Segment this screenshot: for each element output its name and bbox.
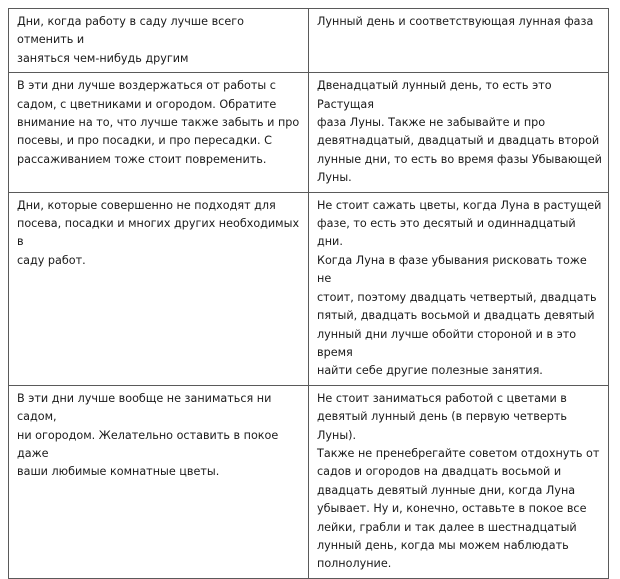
table-row [9, 73, 609, 192]
lunar-phase-text: Не стоит сажать цветы, когда Луна в растущей фазе, то есть это десятый и одиннадцатый дни. Когда Луна в фазе убывания рисковать тоже не стоит, поэтому двадцать четвертый, двадцать пятый, двадцать восьмой и двадцать девятый лунный дни лучше обойти стороной и в это время найти себе другие полезные занятия. [317, 198, 602, 378]
table-cell-recommendation [9, 192, 309, 385]
table-cell-recommendation [9, 385, 309, 578]
recommendation-text: В эти дни лучше воздержаться от работы с садом, с цветниками и огородом. Обратите внимание на то, что лучше также забыть и про посевы, и про посадки, и про пересадки. С рассаживанием тоже стоит повременить. [17, 79, 300, 166]
lunar-gardening-table-container [8, 8, 608, 579]
lunar-phase-text: Двенадцатый лунный день, то есть это Растущая фаза Луны. Также не забывайте и про девятнадцатый, двадцатый и двадцать второй лунные дни, то есть во время фазы Убывающей Луны. [317, 79, 602, 185]
table-row [9, 192, 609, 385]
header-cell-lunar-day [309, 9, 609, 73]
lunar-gardening-table [8, 8, 609, 579]
lunar-phase-text: Не стоит заниматься работой с цветами в девятый лунный день (в первую четверть Луны). Также не пренебрегайте советом отдохнуть от садов и огородов на двадцать восьмой и двадцать девятый лунные дни, когда Луна убывает. Ну и, конечно, оставьте в покое все лейки, грабли и так далее в шестнадцатый лунный день, когда мы можем наблюдать полнолуние. [317, 391, 600, 571]
table-cell-lunar-phase [309, 385, 609, 578]
recommendation-text: Дни, которые совершенно не подходят для посева, посадки и многих других необходимых в саду работ. [17, 198, 300, 267]
table-header-row [9, 9, 609, 73]
table-row [9, 385, 609, 578]
header-cell-days [9, 9, 309, 73]
header-lunar-day-text: Лунный день и соответствующая лунная фаза [317, 15, 594, 28]
table-cell-recommendation [9, 73, 309, 192]
recommendation-text: В эти дни лучше вообще не заниматься ни садом, ни огородом. Желательно оставить в покое даже ваши любимые комнатные цветы. [17, 391, 279, 479]
header-days-text: Дни, когда работу в саду лучше всего отменить и заняться чем-нибудь другим [17, 15, 244, 65]
table-cell-lunar-phase [309, 192, 609, 385]
table-cell-lunar-phase [309, 73, 609, 192]
